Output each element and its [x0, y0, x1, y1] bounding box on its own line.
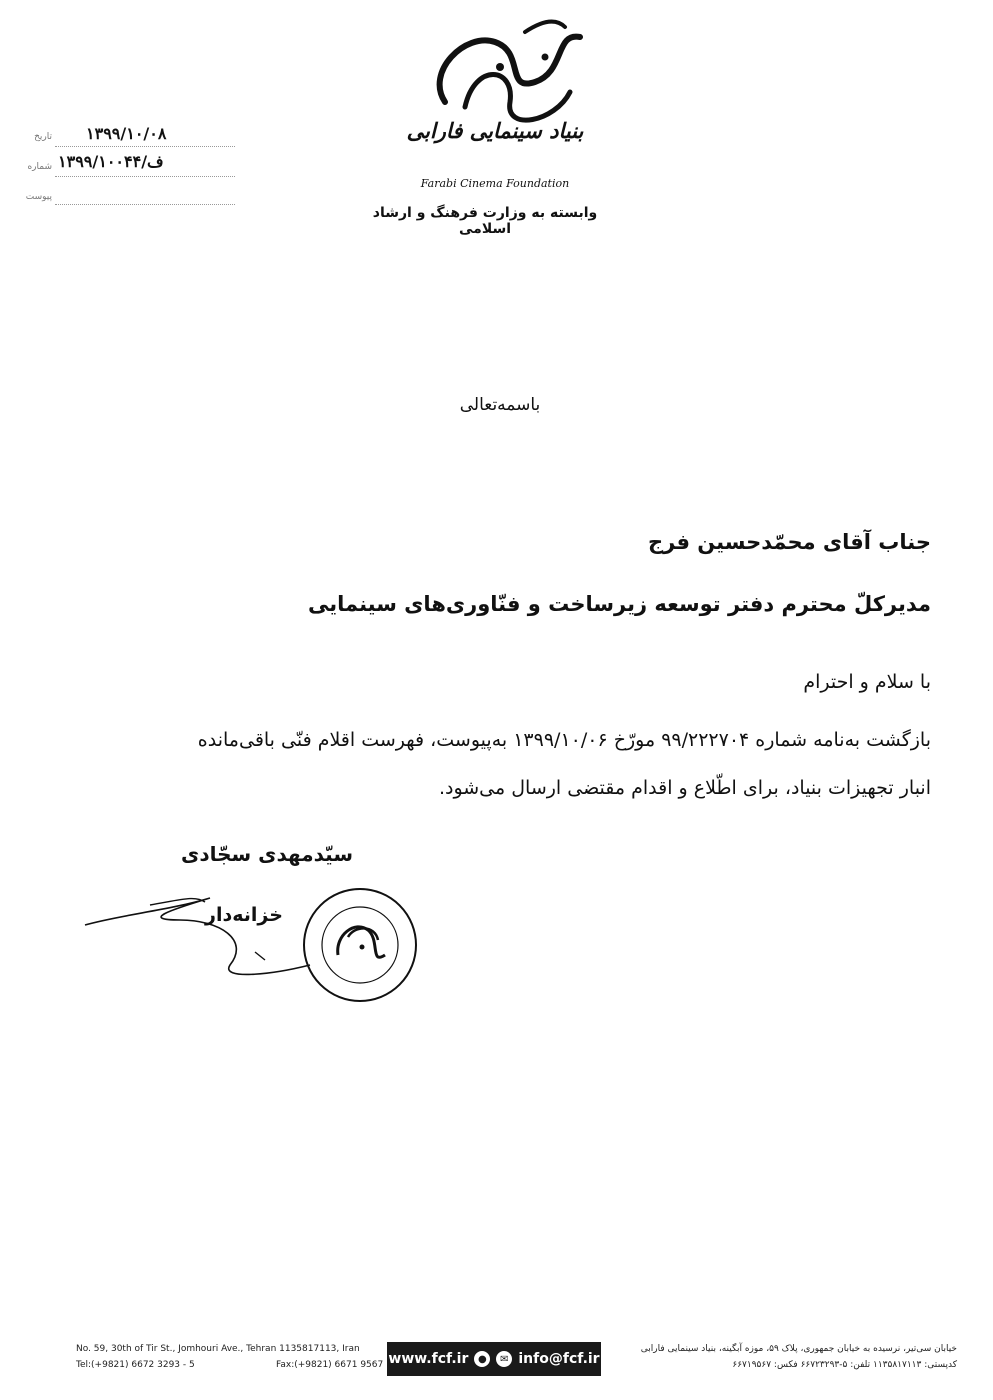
- affiliation-text: وابسته به وزارت فرهنگ و ارشاد اسلامی: [372, 205, 598, 237]
- recipient-name: جناب آقای محمّدحسین فرج: [648, 530, 931, 554]
- signature-scribble-icon: [80, 880, 320, 990]
- date-value: ۱۳۹۹/۱۰/۰۸: [86, 124, 167, 143]
- attachment-line: [55, 204, 235, 205]
- date-line: [55, 146, 235, 147]
- handwritten-signature: [80, 880, 320, 990]
- date-label: تاریخ: [34, 132, 52, 142]
- footer-address-fa: خیابان سی‌تیر، نرسیده به خیابان جمهوری، پلاک ۵۹، موزه آبگینه، بنیاد سینمایی فارابی: [640, 1344, 957, 1354]
- footer-address-en: No. 59, 30th of Tir St., Jomhouri Ave., Tehran 1135817113, Iran: [76, 1344, 360, 1354]
- logo-text-fa: بنیاد سینمایی فارابی: [406, 118, 584, 143]
- greeting: با سلام و احترام: [803, 671, 931, 693]
- website-link[interactable]: www.fcf.ir: [388, 1351, 469, 1367]
- globe-icon: ●: [474, 1351, 490, 1367]
- official-seal: [300, 885, 420, 1005]
- signatory-title: خزانه‌دار: [205, 904, 283, 926]
- email-link[interactable]: info@fcf.ir: [518, 1351, 600, 1367]
- number-label: شماره: [27, 162, 52, 172]
- logo-text-en: Farabi Cinema Foundation: [420, 177, 570, 190]
- seal-stamp-icon: [300, 885, 420, 1005]
- footer-contact-bar: [387, 1342, 601, 1376]
- foundation-logo: [405, 12, 605, 182]
- footer-tel-en: Tel:(+9821) 6672 3293 - 5: [76, 1360, 195, 1370]
- recipient-title: مدیرکلّ محترم دفتر توسعه زیرساخت و فنّاوری‌های سینمایی: [307, 592, 931, 616]
- paragraph-line-2: انبار تجهیزات بنیاد، برای اطّلاع و اقدام مقتضی ارسال می‌شود.: [438, 777, 931, 799]
- bismillah: باسمه‌تعالی: [459, 395, 541, 415]
- email-icon: ✉: [496, 1351, 512, 1367]
- number-value: ۱۳۹۹/ف/۱۰۰۴۴: [58, 152, 164, 171]
- attachment-label: پیوست: [25, 192, 52, 202]
- footer-fax-en: Fax:(+9821) 6671 9567: [276, 1360, 384, 1370]
- paragraph-line-1: بازگشت به‌نامه شماره ۹۹/۲۲۲۷۰۴ مورّخ ۱۳۹۹/۱۰/۰۶ به‌پیوست، فهرست اقلام فنّی باقی‌مانده: [197, 729, 931, 751]
- calligraphy-logo-icon: [405, 12, 605, 182]
- signatory-name: سیّدمهدی سجّادی: [180, 842, 353, 866]
- footer-contact-fa: کدپستی: ۱۱۳۵۸۱۷۱۱۳ تلفن: ۵-۶۶۷۲۳۲۹۳ فکس: ۶۶۷۱۹۵۶۷: [732, 1360, 957, 1370]
- number-line: [55, 176, 235, 177]
